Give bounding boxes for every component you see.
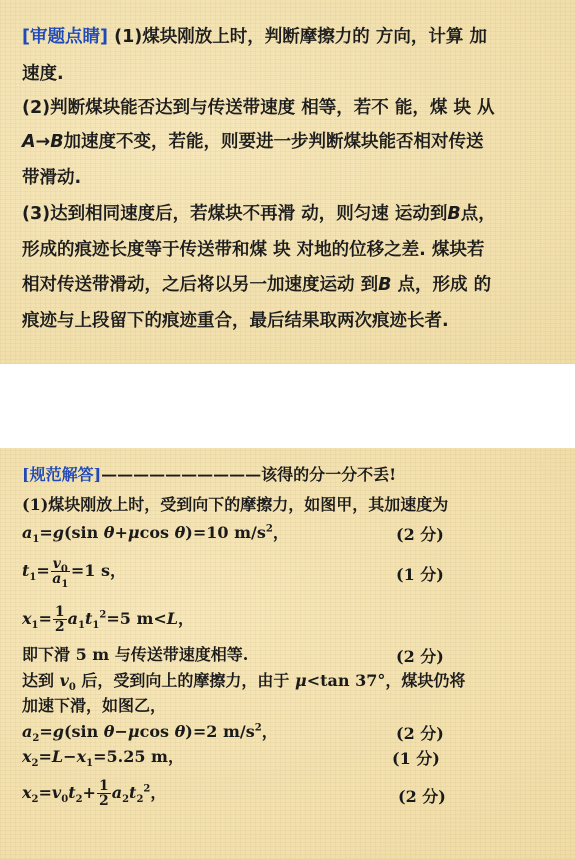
solution-header <box>22 464 567 486</box>
analysis-line-2: 速度. <box>22 64 64 84</box>
score-line-8: (2 分) <box>396 724 444 743</box>
analysis-line-8: 相对传送带滑动，之后将以另一加速度运动 到B 点，形成 的 <box>22 275 492 295</box>
analysis-panel <box>0 0 575 364</box>
analysis-line-7: 形成的痕迹长度等于传送带和煤 块 对地的位移之差. 煤块若 <box>22 240 485 260</box>
fraction-v0-over-a1: $\frac{v_0}{a_1}$ <box>52 556 69 590</box>
solution-panel <box>0 448 575 859</box>
solution-line-4: $x_1=$ $\frac{1}{2}$ $a_1t_1^2=5$ m<L， <box>22 604 195 635</box>
analysis-line-3: (2)判断煤块能否达到与传送带速度 相等，若不 能，煤 块 从 <box>22 98 495 118</box>
score-line-2: (2 分) <box>396 525 444 544</box>
score-line-10: (2 分) <box>398 787 446 806</box>
score-line-5: (2 分) <box>396 647 444 666</box>
solution-line-10: $x_2=v_0t_2+$ $\frac{1}{2}$ $a_2t_2^2$， <box>22 778 167 809</box>
fraction-half-2: $\frac{1}{2}$ <box>98 778 109 809</box>
analysis-line-9: 痕迹与上段留下的痕迹重合，最后结果取两次痕迹长者. <box>22 311 449 331</box>
fraction-half: $\frac{1}{2}$ <box>54 604 65 635</box>
solution-line-8: $a_2=g(\sin$ θ−μcos θ)=2 $m/s^2$， <box>22 722 278 745</box>
solution-line-7: 加速下滑，如图乙， <box>22 696 167 715</box>
solution-dash: —————————— <box>101 465 262 484</box>
solution-slogan: 该得的分一分不丢! <box>261 465 397 484</box>
analysis-line-4: A→B加速度不变，若能，则要进一步判断煤块能否相对传送 <box>22 132 484 152</box>
solution-line-3: $t_1=$ $\frac{v_0}{a_1}$ =1 s， <box>22 556 126 590</box>
analysis-line-5: 带滑动. <box>22 168 82 188</box>
score-line-9: (1 分) <box>392 749 440 768</box>
analysis-line-6: (3)达到相同速度后，若煤块不再滑 动，则匀速 运动到B点， <box>22 204 496 224</box>
solution-tag: [规范解答] <box>22 465 102 484</box>
solution-line-2: $a_1=g(\sin$ θ+μcos θ)=10 $m/s^2$， <box>22 523 289 546</box>
score-line-3: (1 分) <box>396 565 444 584</box>
analysis-tag: [审题点睛] <box>22 27 108 47</box>
solution-line-6: 达到 $v_0$ 后，受到向上的摩擦力，由于 μ<tan 37°，煤块仍将 <box>22 671 466 694</box>
solution-line-9: $x_2=L-x_1=5.25$ m， <box>22 747 184 770</box>
solution-line-1: (1)煤块刚放上时，受到向下的摩擦力，如图甲，其加速度为 <box>22 495 449 514</box>
solution-line-5: 即下滑 5 m 与传送带速度相等. <box>22 645 249 664</box>
analysis-line-1: [审题点睛] (1)煤块刚放上时，判断摩擦力的 方向，计算 加 <box>22 27 487 47</box>
